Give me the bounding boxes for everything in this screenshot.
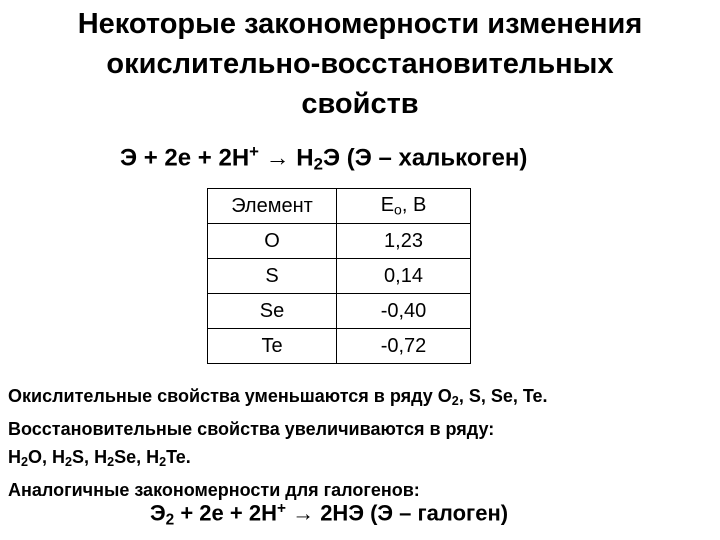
cell-element: O: [208, 224, 337, 259]
title-line-1: Некоторые закономерности изменения: [77, 8, 643, 40]
title-line-3: свойств: [301, 88, 419, 120]
table-row: [208, 224, 471, 259]
text-line-halogens: Аналогичные закономерности для галогенов:: [8, 480, 420, 501]
cell-potential: -0,72: [337, 329, 471, 364]
slide-title: [0, 4, 720, 124]
eq1-arrow: → Н: [258, 144, 314, 172]
description-text: [8, 382, 548, 504]
text-line-reducing: Восстановительные свойства увеличиваются в ряду:: [8, 419, 495, 440]
text-line-hydrides: $H_2O$, $H_2S$, $H_2Se$, $H_2Te$.: [8, 447, 191, 470]
table-row: [208, 329, 471, 364]
potential-table: [207, 188, 471, 364]
cell-element: Te: [208, 329, 337, 364]
cell-potential: -0,40: [337, 294, 471, 329]
eq1-subscript: 2: [313, 154, 323, 174]
cell-element: S: [208, 259, 337, 294]
chalcogen-equation: [120, 142, 527, 175]
eq1-charge: +: [249, 142, 259, 161]
table-row: [208, 294, 471, 329]
table-row: [208, 259, 471, 294]
header-potential: $Е_о$, В: [337, 189, 471, 224]
header-element: Элемент: [208, 189, 337, 224]
cell-potential: 0,14: [337, 259, 471, 294]
halogen-equation: $Э_2 + 2е + 2Н^+ \to 2НЭ$ (Э – галоген): [150, 500, 509, 529]
title-line-2: окислительно-восстановительных: [106, 48, 614, 80]
cell-potential: 1,23: [337, 224, 471, 259]
eq1-left: Э + 2е + 2Н: [120, 144, 250, 172]
cell-element: Se: [208, 294, 337, 329]
text-line-oxidizing: Окислительные свойства уменьшаются в ряду $O_2$, S, Se, Te.: [8, 386, 548, 409]
table-header-row: [208, 189, 471, 224]
eq1-right: Э (Э – халькоген): [322, 144, 528, 172]
